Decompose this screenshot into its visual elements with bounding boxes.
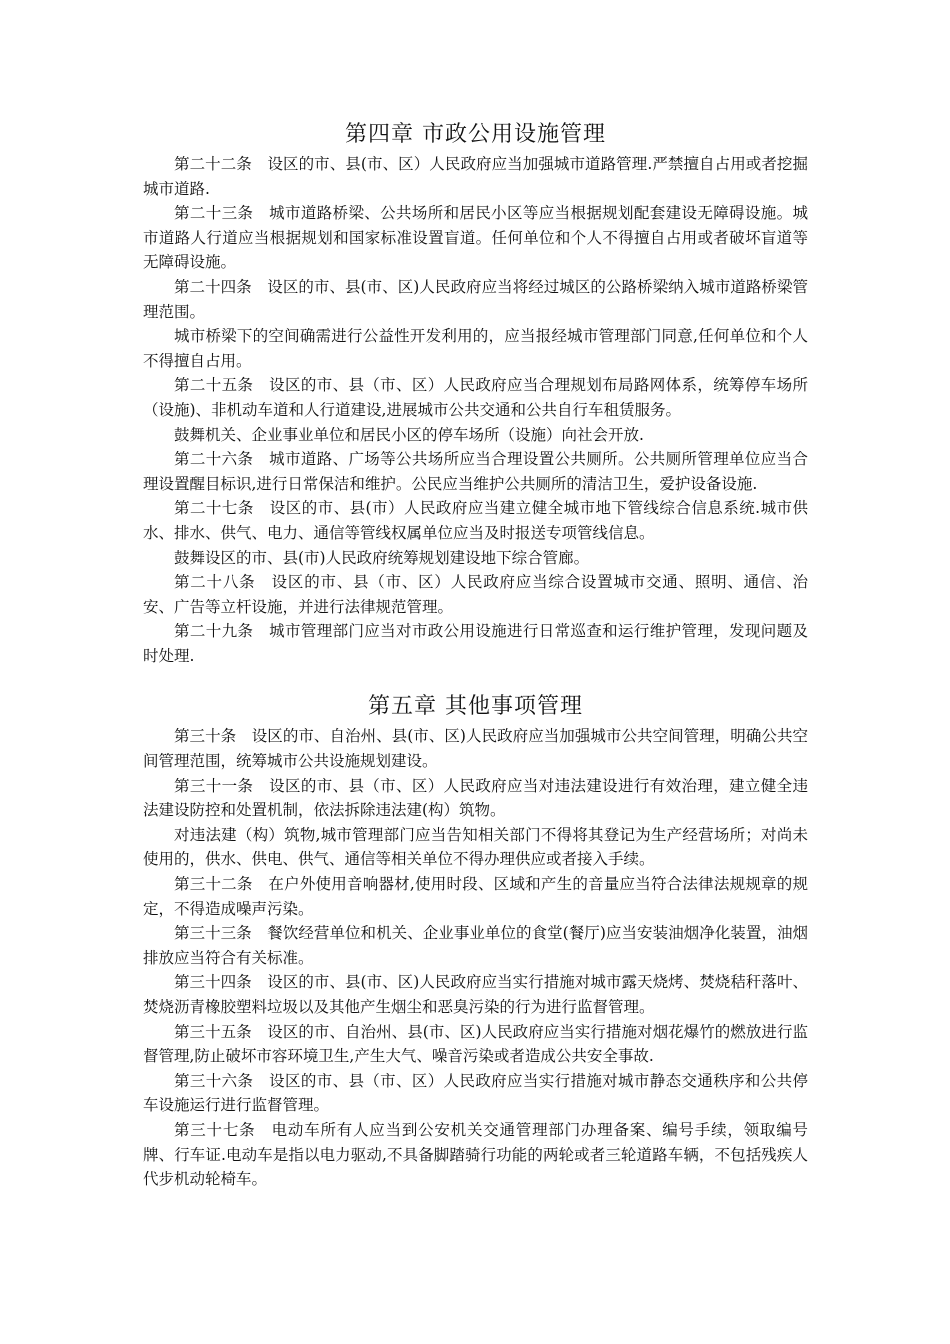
article-30: 第三十条 设区的市、自治州、县(市、区)人民政府应当加强城市公共空间管理，明确公共空间管理范围，统筹城市公共设施规划建设。 [143, 727, 808, 771]
document-page [143, 118, 808, 1192]
chapter-5-body [143, 724, 808, 1191]
article-25-clause-2: 鼓舞机关、企业事业单位和居民小区的停车场所（设施）向社会开放. [174, 425, 644, 444]
article-34: 第三十四条 设区的市、县(市、区)人民政府应当实行措施对城市露天烧烤、焚烧秸秆落叶、焚烧沥青橡胶塑料垃圾以及其他产生烟尘和恶臭污染的行为进行监督管理。 [143, 973, 808, 1016]
article-28: 第二十八条 设区的市、县（市、区）人民政府应当综合设置城市交通、照明、通信、治安、广告等立杆设施，并进行法律规范管理。 [143, 573, 808, 616]
article-23: 第二十三条 城市道路桥梁、公共场所和居民小区等应当根据规划配套建设无障碍设施。城市道路人行道应当根据规划和国家标准设置盲道。任何单位和个人不得擅自占用或者破坏盲道等无障碍设施。 [143, 204, 808, 272]
article-25: 第二十五条 设区的市、县（市、区）人民政府应当合理规划布局路网体系，统筹停车场所（设施)、非机动车道和人行道建设,进展城市公共交通和公共自行车租赁服务。 [143, 376, 808, 419]
article-22: 第二十二条 设区的市、县(市、区）人民政府应当加强城市道路管理.严禁擅自占用或者挖掘城市道路. [143, 155, 808, 198]
article-31: 第三十一条 设区的市、县（市、区）人民政府应当对违法建设进行有效治理，建立健全违法建设防控和处置机制，依法拆除违法建(构）筑物。 [143, 776, 808, 820]
article-27: 第二十七条 设区的市、县(市）人民政府应当建立健全城市地下管线综合信息系统.城市供水、排水、供气、电力、通信等管线权属单位应当及时报送专项管线信息。 [143, 499, 808, 542]
article-24-clause-2: 城市桥梁下的空间确需进行公益性开发利用的，应当报经城市管理部门同意,任何单位和个人不得擅自占用。 [143, 327, 808, 370]
article-37: 第三十七条 电动车所有人应当到公安机关交通管理部门办理备案、编号手续，领取编号牌、行车证.电动车是指以电力驱动,不具备脚踏骑行功能的两轮或者三轮道路车辆，不包括残疾人代步机动轮椅车。 [143, 1120, 808, 1189]
article-27-clause-2: 鼓舞设区的市、县(市)人民政府统筹规划建设地下综合管廊。 [174, 548, 590, 567]
article-31-clause-2: 对违法建（构）筑物,城市管理部门应当告知相关部门不得将其登记为生产经营场所；对尚未使用的，供水、供电、供气、通信等相关单位不得办理供应或者接入手续。 [143, 825, 808, 869]
article-29: 第二十九条 城市管理部门应当对市政公用设施进行日常巡查和运行维护管理，发现问题及时处理. [143, 622, 808, 665]
article-33: 第三十三条 餐饮经营单位和机关、企业事业单位的食堂(餐厅)应当安装油烟净化装置，油烟排放应当符合有关标准。 [143, 924, 808, 967]
article-35: 第三十五条 设区的市、自治州、县(市、区)人民政府应当实行措施对烟花爆竹的燃放进行监督管理,防止破坏市容环境卫生,产生大气、噪音污染或者造成公共安全事故. [143, 1022, 808, 1066]
article-26: 第二十六条 城市道路、广场等公共场所应当合理设置公共厕所。公共厕所管理单位应当合理设置醒目标识,进行日常保洁和维护。公民应当维护公共厕所的清洁卫生，爱护设备设施. [143, 450, 808, 493]
chapter-5-title: 第五章 其他事项管理 [368, 694, 583, 720]
article-32: 第三十二条 在户外使用音响器材,使用时段、区域和产生的音量应当符合法律法规规章的规定，不得造成噪声污染。 [143, 875, 808, 918]
article-24: 第二十四条 设区的市、县(市、区)人民政府应当将经过城区的公路桥梁纳入城市道路桥梁管理范围。 [143, 277, 808, 321]
chapter-4-title: 第四章 市政公用设施管理 [345, 122, 606, 147]
chapter-4-body [143, 152, 808, 668]
article-36: 第三十六条 设区的市、县（市、区）人民政府应当实行措施对城市静态交通秩序和公共停车设施运行进行监督管理。 [143, 1071, 808, 1115]
